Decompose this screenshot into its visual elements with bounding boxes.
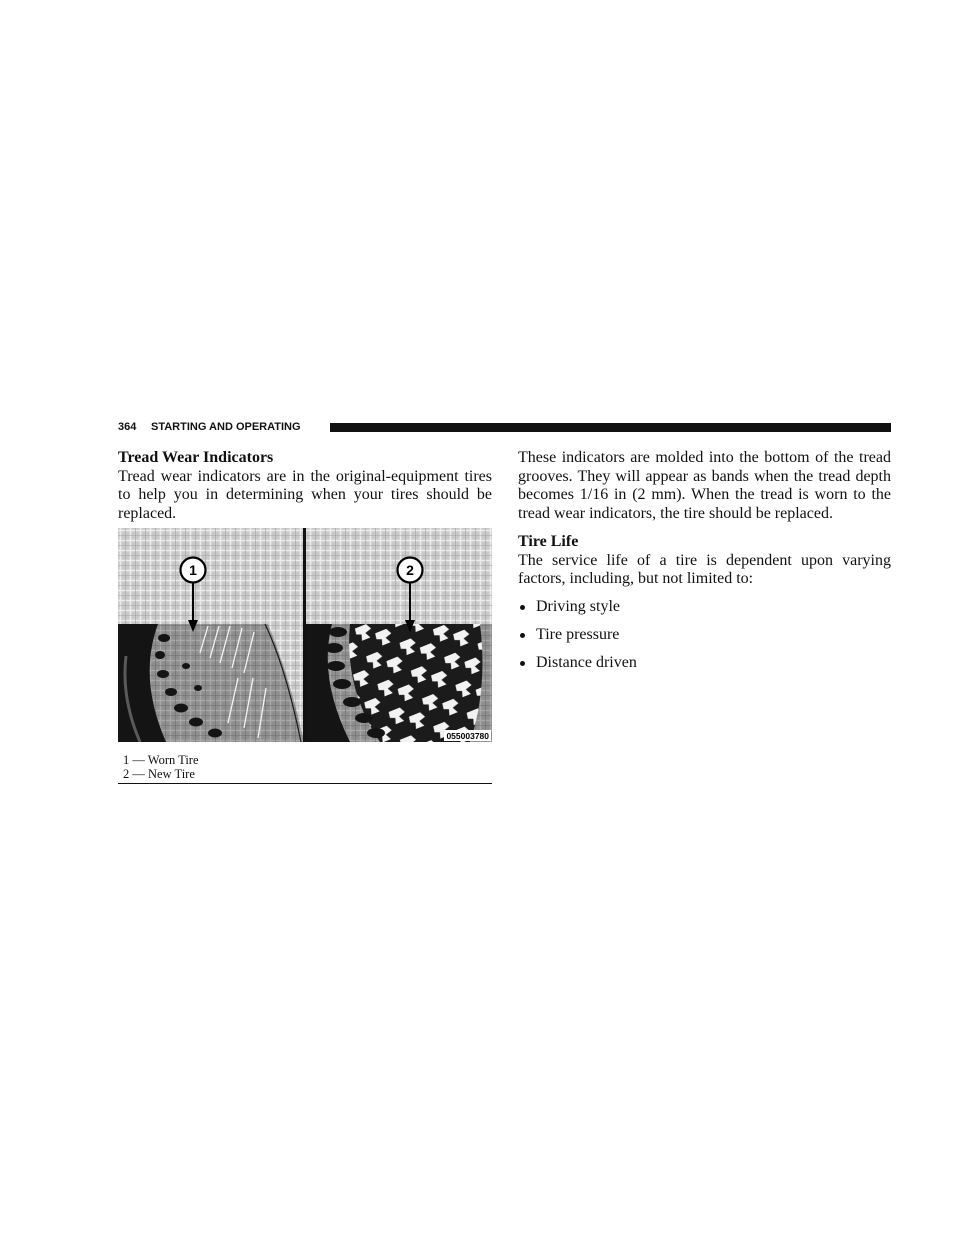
bullet-dot [520,633,525,638]
new-tire-illustration [306,624,492,742]
paragraph-line: factors, including, but not limited to: [518,570,754,588]
paragraph-line: replaced. [118,504,177,522]
paragraph-line: These indicators are molded into the bottom of the tread [518,449,891,466]
tire-life-section [518,533,891,589]
figure-caption-item: 2 — New Tire [123,767,195,781]
figure-caption-item: 1 — Worn Tire [123,753,199,767]
paragraph-line: grooves. They will appear as bands when the tread depth [518,467,891,485]
callout-2-label: 2 [406,562,414,578]
list-item [518,654,891,673]
callout-1-label: 1 [189,562,197,578]
tread-wear-heading: Tread Wear Indicators [118,449,274,466]
bullet-dot [520,605,525,610]
section-title: STARTING AND OPERATING [151,421,301,433]
left-column [118,449,492,523]
header-rule-bar [330,423,891,432]
bullet-dot [520,661,525,666]
caption-rule [118,783,492,784]
paragraph-line: to help you in determining when your tires should be [118,486,492,504]
list-item [518,626,891,645]
paragraph-line: Tread wear indicators are in the original-equipment tires [118,467,492,485]
tread-wear-figure [118,528,492,742]
list-item-text: Driving style [536,598,620,615]
figure-divider [303,528,306,742]
image-code: 055003780 [446,731,489,741]
list-item-text: Tire pressure [536,626,620,643]
paragraph-line: becomes 1/16 in (2 mm). When the tread is worn to the [518,486,891,504]
tire-life-heading: Tire Life [518,533,579,550]
list-item [518,598,891,617]
page-number: 364 [118,421,137,433]
list-item-text: Distance driven [536,654,637,671]
right-column-paragraph [518,449,891,523]
paragraph-line: tread wear indicators, the tire should be replaced. [518,504,833,522]
paragraph-line: The service life of a tire is dependent upon varying [518,551,891,569]
